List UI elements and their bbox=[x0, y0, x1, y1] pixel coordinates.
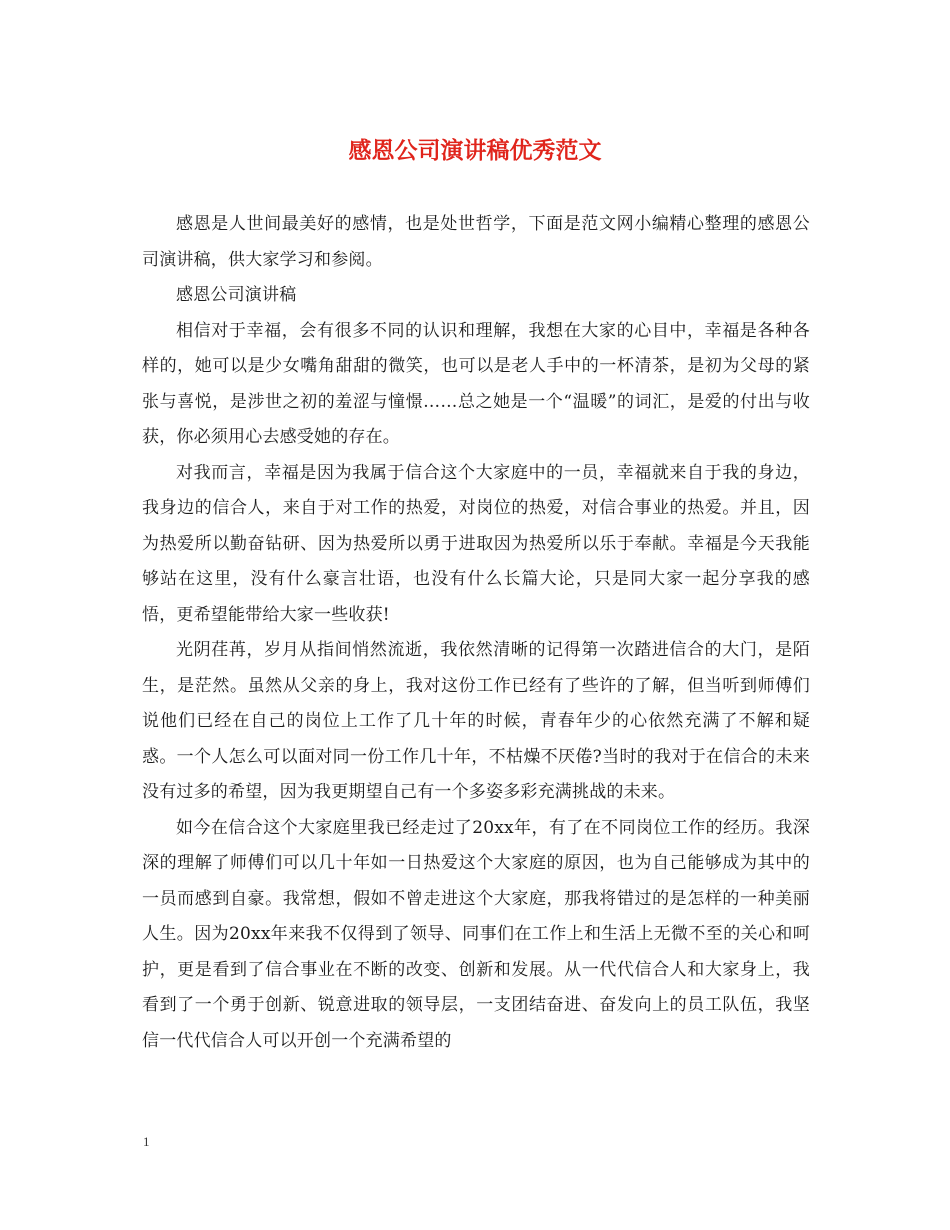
page-number: 1 bbox=[143, 1134, 150, 1149]
paragraph-subheading: 感恩公司演讲稿 bbox=[176, 285, 297, 305]
document-body bbox=[142, 207, 810, 1059]
paragraph-intro: 感恩是人世间最美好的感情，也是处世哲学，下面是范文网小编精心整理的感恩公司演讲稿，供大家学习和参阅。 bbox=[142, 214, 810, 270]
paragraph-time-passes: 光阴荏苒，岁月从指间悄然流逝，我依然清晰的记得第一次踏进信合的大门，是陌生，是茫然。虽然从父亲的身上，我对这份工作已经有了些许的了解，但当听到师傅们说他们已经在自己的岗位上工作了几十年的时候，青春年少的心依然充满了不解和疑惑。一个人怎么可以面对同一份工作几十年，不枯燥不厌倦?当时的我对于在信合的未来没有过多的希望，因为我更期望自己有一个多姿多彩充满挑战的未来。 bbox=[142, 640, 810, 802]
paragraph-now: 如今在信合这个大家庭里我已经走过了20xx年，有了在不同岗位工作的经历。我深深的理解了师傅们可以几十年如一日热爱这个大家庭的原因，也为自己能够成为其中的一员而感到自豪。我常想，假如不曾走进这个大家庭，那我将错过的是怎样的一种美丽人生。因为20xx年来我不仅得到了领导、同事们在工作上和生活上无微不至的关心和呵护，更是看到了信合事业在不断的改变、创新和发展。从一代代信合人和大家身上，我看到了一个勇于创新、锐意进取的领导层，一支团结奋进、奋发向上的员工队伍，我坚信一代代信合人可以开创一个充满希望的 bbox=[142, 817, 810, 1051]
paragraph-for-me: 对我而言，幸福是因为我属于信合这个大家庭中的一员，幸福就来自于我的身边，我身边的信合人，来自于对工作的热爱，对岗位的热爱，对信合事业的热爱。并且，因为热爱所以勤奋钻研、因为热爱所以勇于进取因为热爱所以乐于奉献。幸福是今天我能够站在这里，没有什么豪言壮语，也没有什么长篇大论，只是同大家一起分享我的感悟，更希望能带给大家一些收获! bbox=[142, 462, 810, 625]
paragraph-happiness: 相信对于幸福，会有很多不同的认识和理解，我想在大家的心目中，幸福是各种各样的，她可以是少女嘴角甜甜的微笑，也可以是老人手中的一杯清茶，是初为父母的紧张与喜悦，是涉世之初的羞涩与憧憬……总之她是一个“温暖”的词汇，是爱的付出与收获，你必须用心去感受她的存在。 bbox=[142, 320, 810, 447]
document-title: 感恩公司演讲稿优秀范文 bbox=[348, 137, 602, 164]
